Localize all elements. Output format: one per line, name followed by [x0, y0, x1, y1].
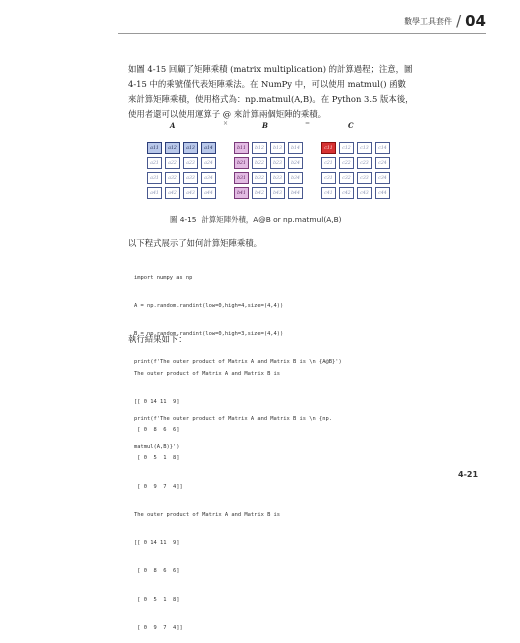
paragraph-line: 來計算矩陣乘積，使用格式為：np.matmul(A,B)。在 Python 3.5 版本後， [128, 94, 414, 104]
chapter-number: 04 [465, 12, 486, 30]
matrix-b-cell: b34 [288, 172, 303, 184]
matrix-a-cell: a41 [147, 187, 162, 199]
matrix-b-cell: b24 [288, 157, 303, 169]
output-line: [ 0 8 6 6] [134, 568, 180, 575]
matrix-c [321, 142, 390, 199]
matrix-c-cell: c21 [321, 157, 336, 169]
output-line: [ 0 9 7 4]] [134, 483, 183, 490]
output-line: The outer product of Matrix A and Matrix B is [134, 511, 281, 518]
code-line: print(f'The outer product of Matrix A and Matrix B is \n {A@B}') [134, 359, 342, 366]
output-line: [[ 0 14 11 9] [134, 540, 180, 547]
matrix-a-cell: a42 [165, 187, 180, 199]
matrix-c-cell: c22 [339, 157, 354, 169]
code-intro: 以下程式展示了如何計算矩陣乘積。 [128, 238, 262, 248]
matrix-b-cell: b44 [288, 187, 303, 199]
matrix-a-cell: a13 [183, 142, 198, 154]
matrix-multiplication-figure [140, 121, 400, 211]
equals-operator: = [305, 120, 311, 127]
inline-code: matmul() [347, 79, 387, 89]
matrix-c-cell: c11 [321, 142, 336, 154]
output-line: [ 0 5 1 8] [134, 596, 180, 603]
matrix-b-label: B [262, 121, 268, 130]
paragraph-line: 4-15 中的乘號僅代表矩陣乘法。在 NumPy 中，可以使用 matmul() 函數 [128, 79, 406, 89]
matrix-a-label: A [170, 121, 176, 130]
matrix-c-cell: c23 [357, 157, 372, 169]
output-line: The outer product of Matrix A and Matrix B is [134, 370, 281, 377]
matrix-a-cell: a34 [201, 172, 216, 184]
matrix-c-label: C [348, 121, 354, 130]
matrix-c-cell: c42 [339, 187, 354, 199]
section-title: 數學工具套件 [404, 17, 453, 26]
matrix-b-cell: b14 [288, 142, 303, 154]
code-line: B = np.random.randint(low=0,high=3,size=(4,4)) [134, 331, 284, 338]
matrix-a-cell: a12 [165, 142, 180, 154]
matrix-c-cell: c33 [357, 172, 372, 184]
matrix-b-cell: b13 [270, 142, 285, 154]
matrix-b-cell: b33 [270, 172, 285, 184]
caption-text: 計算矩陣外積，A@B or np.matmul(A,B) [201, 215, 342, 224]
matrix-c-cell: c24 [375, 157, 390, 169]
matrix-c-cell: c13 [357, 142, 372, 154]
matrix-b-cell: b42 [252, 187, 267, 199]
paragraph-line: 使用者還可以使用運算子 @ 來計算兩個矩陣的乘積。 [128, 109, 326, 119]
matrix-b-cell: b22 [252, 157, 267, 169]
matrix-b-cell: b41 [234, 187, 249, 199]
output-block [134, 351, 280, 643]
code-line: import numpy as np [134, 274, 193, 281]
figure-caption [170, 214, 342, 225]
code-line: print(f'The outer product of Matrix A and Matrix B is \n {np. [134, 415, 332, 422]
matrix-a-cell: a33 [183, 172, 198, 184]
caption-number: 圖 4-15 [170, 215, 197, 224]
matrix-a-cell: a24 [201, 157, 216, 169]
matrix-c-cell: c44 [375, 187, 390, 199]
output-line: [[ 0 14 11 9] [134, 399, 180, 406]
output-line: [ 0 8 6 6] [134, 427, 180, 434]
header-rule [118, 33, 486, 34]
matrix-c-cell: c31 [321, 172, 336, 184]
matrix-b-cell: b43 [270, 187, 285, 199]
matrix-a-cell: a21 [147, 157, 162, 169]
code-line: matmul(A,B)}') [134, 444, 180, 451]
running-header [404, 14, 486, 29]
matrix-c-cell: c14 [375, 142, 390, 154]
matrix-a-cell: a14 [201, 142, 216, 154]
matrix-a [147, 142, 216, 199]
matrix-b-cell: b12 [252, 142, 267, 154]
matrix-b-cell: b21 [234, 157, 249, 169]
matrix-c-cell: c43 [357, 187, 372, 199]
body-paragraph [128, 62, 412, 122]
output-line: [ 0 9 7 4]] [134, 624, 183, 631]
matrix-a-cell: a44 [201, 187, 216, 199]
inline-code: np.matmul(A,B) [245, 94, 313, 104]
matrix-b-cell: b11 [234, 142, 249, 154]
matrix-b-cell: b31 [234, 172, 249, 184]
matrix-b-cell: b32 [252, 172, 267, 184]
result-title: 執行結果如下： [128, 334, 187, 344]
matrix-a-cell: a23 [183, 157, 198, 169]
code-line: A = np.random.randint(low=0,high=4,size=(4,4)) [134, 303, 284, 310]
matrix-c-cell: c12 [339, 142, 354, 154]
matrix-b [234, 142, 303, 199]
times-operator: × [223, 120, 229, 127]
matrix-a-cell: a32 [165, 172, 180, 184]
matrix-a-cell: a31 [147, 172, 162, 184]
matrix-a-cell: a11 [147, 142, 162, 154]
matrix-b-cell: b23 [270, 157, 285, 169]
output-line: [ 0 5 1 8] [134, 455, 180, 462]
matrix-c-cell: c41 [321, 187, 336, 199]
matrix-c-cell: c34 [375, 172, 390, 184]
matrix-c-cell: c32 [339, 172, 354, 184]
matrix-a-cell: a43 [183, 187, 198, 199]
paragraph-line: 如圖 4-15 回顧了矩陣乘積 (matrix multiplication) 的計算過程；注意，圖 [128, 64, 413, 74]
header-slash: / [456, 12, 462, 30]
matrix-a-cell: a22 [165, 157, 180, 169]
page-number: 4-21 [458, 470, 479, 479]
